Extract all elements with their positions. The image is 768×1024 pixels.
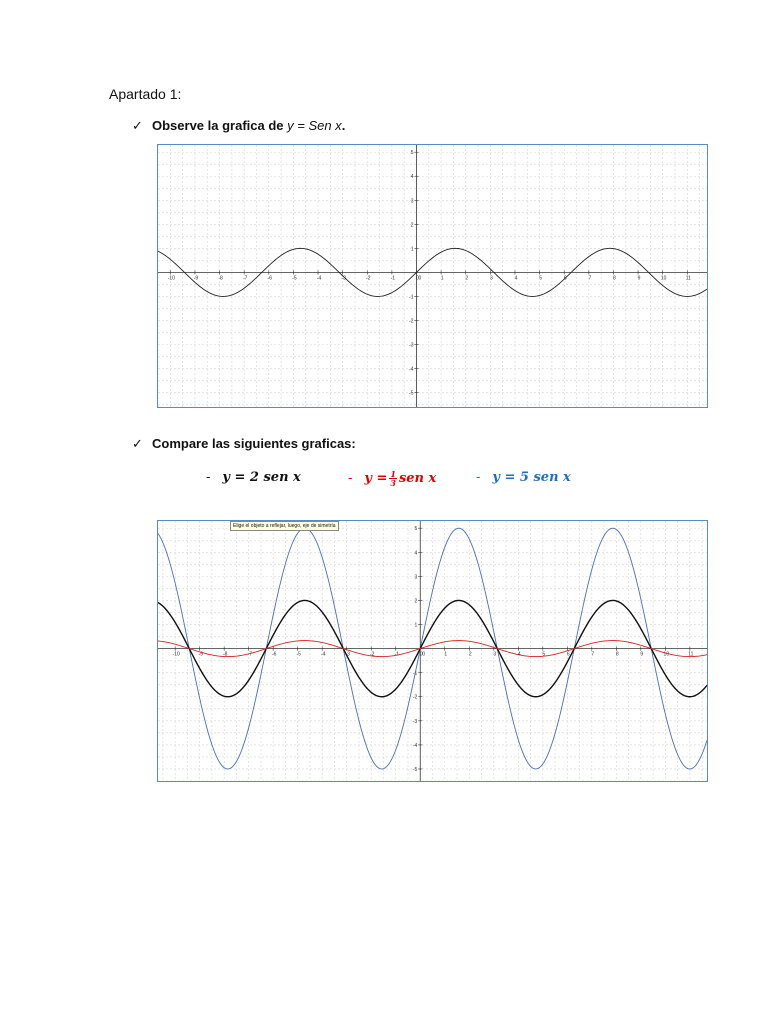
tool-tooltip: Elige el objeto a reflejar, luego, eje de simetría: [230, 521, 339, 531]
x-tick-label: -2: [370, 651, 375, 658]
bullet-text: Observe la grafica de: [152, 118, 288, 133]
x-tick-label: 7: [591, 651, 595, 658]
x-tick-label: -3: [345, 651, 350, 658]
x-tick-label: -9: [198, 651, 203, 658]
x-tick-label: 0: [416, 275, 419, 282]
x-tick-label: 0: [419, 651, 423, 658]
graph-compare[interactable]: [157, 520, 708, 782]
x-tick-label: -1: [394, 651, 399, 658]
bullet-observe: [132, 118, 345, 134]
x-tick-label: 3: [489, 275, 493, 282]
formula-third-sen-x: [348, 470, 436, 487]
formula-text: y = 5 sen x: [492, 470, 571, 485]
formula-prefix: y =: [364, 471, 388, 486]
x-tick-label: -1: [390, 275, 396, 282]
graph-sin-x-canvas: [158, 145, 707, 407]
fraction-numerator: 1: [390, 469, 396, 479]
x-tick-label: -8: [222, 651, 228, 658]
x-tick-label: 9: [637, 275, 641, 282]
x-tick-label: -5: [292, 275, 297, 282]
x-tick-label: -10: [172, 651, 180, 658]
x-tick-label: 10: [663, 651, 670, 658]
formula-dash: -: [476, 470, 481, 485]
x-tick-label: 8: [613, 275, 616, 282]
formula-2-sen-x: [206, 470, 301, 485]
y-tick-label: 2: [410, 222, 414, 229]
x-tick-label: 2: [468, 651, 472, 658]
x-tick-label: -8: [218, 275, 223, 282]
x-tick-label: 8: [615, 651, 619, 658]
y-tick-label: -3: [409, 342, 414, 349]
bullet-formula: y = Sen x: [287, 118, 342, 133]
y-tick-label: 1: [414, 622, 418, 629]
x-tick-label: 11: [685, 275, 691, 282]
x-tick-label: 9: [640, 651, 644, 658]
x-tick-label: -6: [267, 275, 273, 282]
graph-sin-x[interactable]: [157, 144, 708, 408]
bullet-end: .: [341, 118, 346, 133]
x-tick-label: -9: [193, 275, 199, 282]
x-tick-label: -7: [247, 651, 252, 658]
y-tick-label: -1: [409, 294, 414, 301]
x-tick-label: -5: [296, 651, 301, 658]
y-tick-label: -4: [409, 366, 414, 373]
x-tick-label: -7: [242, 275, 248, 282]
y-tick-label: 3: [414, 574, 418, 581]
bullet-text: Compare las siguientes graficas:: [152, 436, 356, 451]
x-tick-label: 2: [465, 275, 469, 282]
y-tick-label: -3: [412, 718, 418, 725]
formula-dash: -: [206, 470, 211, 485]
x-tick-label: 4: [514, 275, 518, 282]
x-tick-label: 4: [517, 651, 521, 658]
formula-text: y = 2 sen x: [222, 470, 301, 485]
y-tick-label: -4: [412, 742, 418, 749]
y-tick-label: 3: [410, 198, 414, 205]
y-tick-label: -1: [412, 670, 418, 677]
origin-label: 0: [418, 275, 422, 282]
x-tick-label: -2: [366, 275, 371, 282]
x-tick-label: 10: [660, 275, 667, 282]
x-tick-label: 6: [563, 275, 567, 282]
bullet-compare: [132, 436, 356, 452]
y-tick-label: 5: [414, 526, 418, 533]
origin-label: 0: [422, 651, 426, 658]
x-tick-label: -6: [271, 651, 277, 658]
y-tick-label: -2: [409, 318, 414, 325]
x-tick-label: 6: [566, 651, 570, 658]
fraction-denominator: 3: [390, 478, 396, 488]
x-tick-label: -4: [320, 651, 326, 658]
y-tick-label: -5: [412, 766, 418, 773]
checkmark-icon: ✓: [132, 436, 143, 451]
x-tick-label: -3: [341, 275, 346, 282]
x-tick-label: 1: [440, 275, 444, 282]
checkmark-icon: ✓: [132, 118, 143, 133]
y-tick-label: 1: [410, 246, 414, 253]
y-tick-label: -2: [412, 694, 418, 701]
x-tick-label: 5: [539, 275, 542, 282]
y-tick-label: 4: [414, 550, 418, 557]
x-tick-label: -4: [316, 275, 322, 282]
y-tick-label: 2: [414, 598, 418, 605]
section-heading: Apartado 1:: [109, 86, 182, 102]
x-tick-label: 1: [444, 651, 448, 658]
y-tick-label: 4: [410, 174, 414, 181]
fraction: [389, 470, 397, 487]
graph-compare-canvas: [158, 521, 707, 781]
formula-dash: -: [348, 471, 353, 486]
x-tick-label: 7: [588, 275, 592, 282]
x-tick-label: -10: [167, 275, 175, 282]
y-tick-label: -5: [409, 390, 414, 397]
x-tick-label: 5: [542, 651, 546, 658]
x-tick-label: 11: [688, 651, 694, 658]
formula-suffix: sen x: [398, 471, 437, 486]
formula-5-sen-x: [476, 470, 571, 485]
x-tick-label: 3: [493, 651, 497, 658]
y-tick-label: 5: [410, 150, 414, 157]
